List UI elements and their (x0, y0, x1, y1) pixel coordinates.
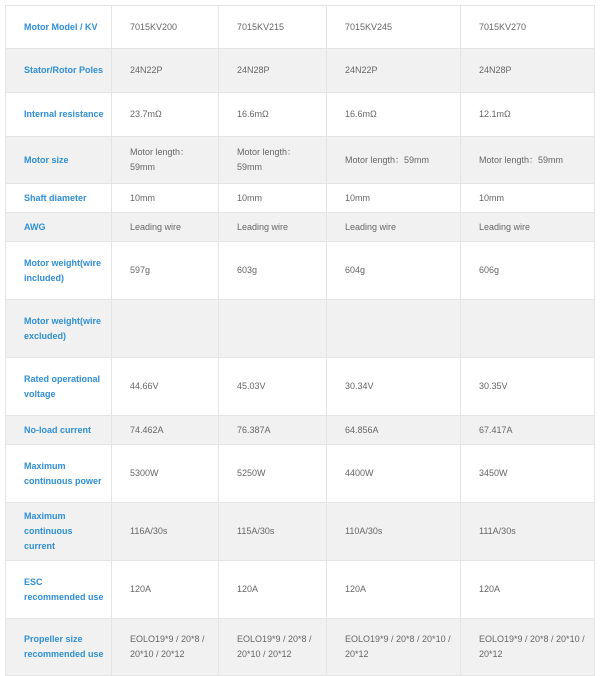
spec-value (219, 300, 327, 358)
spec-value: EOLO19*9 / 20*8 / 20*10 / 20*12 (219, 619, 327, 676)
spec-value: EOLO19*9 / 20*8 / 20*10 / 20*12 (327, 619, 461, 676)
spec-value: Motor length：59mm (461, 137, 595, 184)
spec-value: 120A (112, 561, 219, 619)
spec-value: 3450W (461, 445, 595, 503)
spec-label: Motor weight(wire excluded) (6, 300, 112, 358)
spec-row (6, 358, 595, 416)
spec-label: Shaft diameter (6, 184, 112, 213)
spec-value: 16.6mΩ (219, 93, 327, 137)
spec-label: Motor size (6, 137, 112, 184)
spec-value: 74.462A (112, 416, 219, 445)
spec-value: 67.417A (461, 416, 595, 445)
spec-value: Leading wire (219, 213, 327, 242)
spec-value: 115A/30s (219, 503, 327, 561)
spec-label: Maximum continuous power (6, 445, 112, 503)
spec-row (6, 445, 595, 503)
spec-value: 7015KV270 (461, 6, 595, 49)
motor-spec-table (5, 5, 595, 676)
spec-label: Propeller size recommended use (6, 619, 112, 676)
spec-row (6, 416, 595, 445)
spec-value: 24N28P (219, 49, 327, 93)
spec-label: ESC recommended use (6, 561, 112, 619)
spec-row (6, 6, 595, 49)
spec-value: 606g (461, 242, 595, 300)
spec-value: 5250W (219, 445, 327, 503)
spec-value: Leading wire (112, 213, 219, 242)
spec-row (6, 184, 595, 213)
spec-value (327, 300, 461, 358)
spec-value: EOLO19*9 / 20*8 / 20*10 / 20*12 (112, 619, 219, 676)
spec-value: Leading wire (461, 213, 595, 242)
spec-value: 597g (112, 242, 219, 300)
spec-value: EOLO19*9 / 20*8 / 20*10 / 20*12 (461, 619, 595, 676)
spec-row (6, 49, 595, 93)
spec-row (6, 619, 595, 676)
spec-label: Maximum continuous current (6, 503, 112, 561)
spec-value: 120A (461, 561, 595, 619)
spec-label: Motor weight(wire included) (6, 242, 112, 300)
spec-value: 10mm (327, 184, 461, 213)
spec-value: 24N22P (327, 49, 461, 93)
spec-value: 23.7mΩ (112, 93, 219, 137)
spec-value: 16.6mΩ (327, 93, 461, 137)
spec-value: 30.34V (327, 358, 461, 416)
spec-row (6, 242, 595, 300)
spec-value: 7015KV200 (112, 6, 219, 49)
spec-value (461, 300, 595, 358)
spec-row (6, 213, 595, 242)
spec-value: 45.03V (219, 358, 327, 416)
spec-value: Leading wire (327, 213, 461, 242)
spec-label: Stator/Rotor Poles (6, 49, 112, 93)
spec-table-body (6, 6, 595, 676)
spec-value: 111A/30s (461, 503, 595, 561)
spec-value (112, 300, 219, 358)
spec-value: 604g (327, 242, 461, 300)
spec-value: 24N22P (112, 49, 219, 93)
spec-value: 116A/30s (112, 503, 219, 561)
spec-value: 24N28P (461, 49, 595, 93)
spec-value: 30.35V (461, 358, 595, 416)
spec-value: 603g (219, 242, 327, 300)
spec-value: 10mm (219, 184, 327, 213)
spec-value: 44.66V (112, 358, 219, 416)
spec-label: AWG (6, 213, 112, 242)
spec-value: Motor length：59mm (112, 137, 219, 184)
spec-label: Motor Model / KV (6, 6, 112, 49)
spec-label: Internal resistance (6, 93, 112, 137)
spec-row (6, 561, 595, 619)
spec-label: Rated operational voltage (6, 358, 112, 416)
spec-value: 120A (327, 561, 461, 619)
spec-value: 110A/30s (327, 503, 461, 561)
spec-value: 4400W (327, 445, 461, 503)
spec-value: 10mm (112, 184, 219, 213)
spec-value: Motor length：59mm (219, 137, 327, 184)
spec-value: 120A (219, 561, 327, 619)
spec-value: 5300W (112, 445, 219, 503)
spec-value: 7015KV245 (327, 6, 461, 49)
spec-value: 76.387A (219, 416, 327, 445)
spec-row (6, 300, 595, 358)
spec-value: 12.1mΩ (461, 93, 595, 137)
spec-label: No-load current (6, 416, 112, 445)
spec-value: 10mm (461, 184, 595, 213)
spec-row (6, 93, 595, 137)
spec-value: 64.856A (327, 416, 461, 445)
spec-value: 7015KV215 (219, 6, 327, 49)
spec-value: Motor length：59mm (327, 137, 461, 184)
spec-row (6, 503, 595, 561)
spec-row (6, 137, 595, 184)
